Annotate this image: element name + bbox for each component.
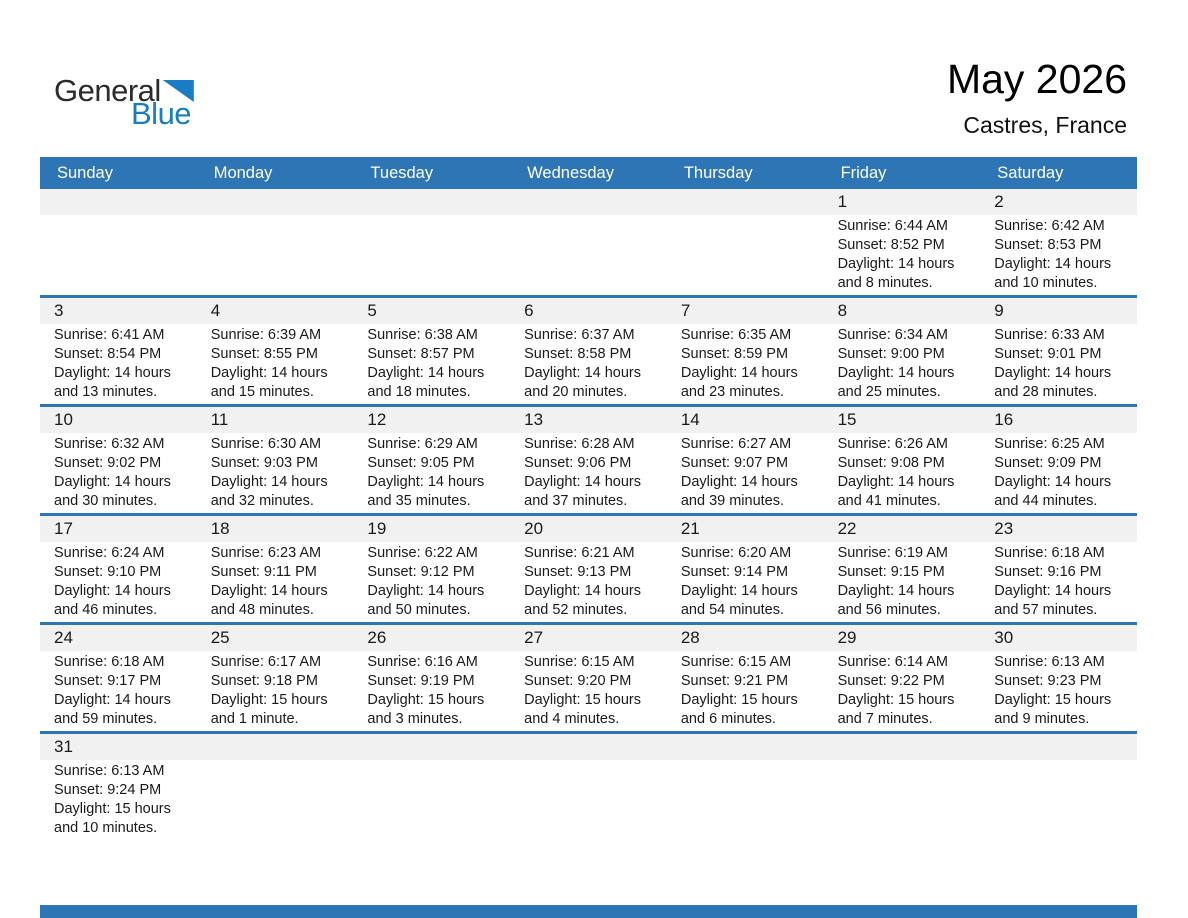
day-number: 24	[54, 628, 73, 647]
day-detail-line: and 10 minutes.	[54, 820, 158, 836]
weekday-header-friday: Friday	[840, 163, 887, 182]
empty-day-cell	[353, 760, 510, 840]
day-detail-line: Sunrise: 6:27 AM	[680, 436, 792, 452]
day-detail-line: and 41 minutes.	[837, 493, 941, 509]
day-detail-line: Daylight: 14 hours	[837, 474, 955, 490]
day-detail-line: Sunrise: 6:15 AM	[680, 654, 792, 670]
weeks	[40, 189, 1137, 840]
day-detail-line: Daylight: 15 hours	[837, 692, 955, 708]
day-detail-line: Sunset: 9:20 PM	[524, 673, 632, 689]
empty-day-number-cell	[667, 189, 824, 215]
location-subtitle: Castres, France	[963, 112, 1127, 138]
empty-day-number-cell	[510, 189, 667, 215]
day-number: 18	[210, 519, 230, 538]
week-row	[40, 404, 1137, 513]
day-detail-line: and 39 minutes.	[680, 493, 785, 509]
day-number: 31	[54, 737, 73, 756]
logo-word-blue: Blue	[131, 96, 192, 131]
day-detail-line: Sunrise: 6:23 AM	[210, 545, 322, 561]
empty-day-number-cell	[353, 734, 510, 760]
day-detail-line: Sunset: 9:09 PM	[994, 455, 1102, 471]
day-cell-details	[40, 760, 197, 840]
weekday-header-tuesday: Tuesday	[370, 163, 434, 182]
empty-day-number-cell	[667, 734, 824, 760]
day-cell-details	[40, 324, 197, 404]
day-detail-line: Sunrise: 6:26 AM	[837, 436, 948, 452]
day-cell-details	[197, 542, 354, 622]
day-detail-line: Sunrise: 6:19 AM	[837, 545, 948, 561]
empty-day-cell	[353, 215, 510, 295]
day-detail-line: Sunset: 8:57 PM	[367, 346, 475, 362]
day-detail-line: Sunrise: 6:42 AM	[994, 218, 1105, 234]
day-cell-details	[980, 433, 1137, 513]
day-number: 27	[524, 628, 544, 647]
day-detail-line: Sunset: 8:53 PM	[994, 237, 1102, 253]
day-number: 20	[524, 519, 544, 538]
day-number: 22	[837, 519, 857, 538]
day-number: 21	[680, 519, 700, 538]
day-detail-line: and 46 minutes.	[54, 602, 158, 618]
day-detail-line: Daylight: 14 hours	[994, 583, 1112, 599]
day-detail-line: and 3 minutes.	[367, 711, 463, 727]
day-detail-line: and 4 minutes.	[524, 711, 620, 727]
day-number: 17	[54, 519, 73, 538]
week-body	[40, 324, 1137, 404]
day-number: 10	[54, 410, 73, 429]
day-detail-line: Sunrise: 6:37 AM	[524, 327, 635, 343]
day-detail-line: and 30 minutes.	[54, 493, 158, 509]
day-number: 11	[210, 410, 229, 429]
empty-day-cell	[667, 760, 824, 840]
day-detail-line: Sunrise: 6:32 AM	[54, 436, 165, 452]
empty-day-number-cell	[197, 734, 354, 760]
week-body	[40, 760, 1137, 840]
day-detail-line: Daylight: 14 hours	[680, 474, 798, 490]
day-detail-line: Daylight: 15 hours	[210, 692, 328, 708]
day-number: 23	[994, 519, 1014, 538]
day-detail-line: Sunrise: 6:20 AM	[680, 545, 792, 561]
weekday-header-row	[40, 157, 1137, 189]
day-number: 6	[524, 301, 534, 320]
day-detail-line: Sunrise: 6:28 AM	[524, 436, 635, 452]
day-detail-line: Sunset: 9:16 PM	[994, 564, 1102, 580]
day-number: 30	[994, 628, 1014, 647]
weekday-header-sunday: Sunday	[57, 163, 113, 182]
day-detail-line: Sunset: 9:21 PM	[680, 673, 789, 689]
week-row	[40, 513, 1137, 622]
day-detail-line: Sunset: 8:59 PM	[680, 346, 789, 362]
day-number-band	[40, 189, 1137, 215]
day-detail-line: and 52 minutes.	[524, 602, 628, 618]
day-detail-line: Sunrise: 6:39 AM	[210, 327, 322, 343]
day-detail-line: Sunset: 9:12 PM	[367, 564, 475, 580]
week-row	[40, 295, 1137, 404]
day-number: 2	[994, 192, 1004, 211]
day-cell-details	[667, 324, 824, 404]
day-detail-line: Sunset: 9:23 PM	[994, 673, 1102, 689]
day-cell-details	[980, 324, 1137, 404]
day-cell-details	[980, 542, 1137, 622]
day-detail-line: Sunrise: 6:14 AM	[837, 654, 948, 670]
day-detail-line: and 1 minute.	[210, 711, 299, 727]
day-detail-line: Daylight: 15 hours	[680, 692, 798, 708]
day-number: 7	[680, 301, 691, 320]
day-detail-line: Sunset: 9:15 PM	[837, 564, 945, 580]
day-number-band	[40, 625, 1137, 651]
day-detail-line: Sunset: 9:06 PM	[524, 455, 632, 471]
day-detail-line: Sunset: 9:00 PM	[837, 346, 945, 362]
empty-day-cell	[667, 215, 824, 295]
day-detail-line: and 44 minutes.	[994, 493, 1098, 509]
day-detail-line: and 25 minutes.	[837, 384, 941, 400]
day-number: 13	[524, 410, 544, 429]
day-detail-line: and 6 minutes.	[680, 711, 776, 727]
day-cell-details	[353, 324, 510, 404]
day-detail-line: Daylight: 14 hours	[367, 474, 485, 490]
day-detail-line: Sunset: 9:02 PM	[54, 455, 162, 471]
empty-day-cell	[980, 760, 1137, 840]
week-body	[40, 651, 1137, 731]
day-number: 5	[367, 301, 377, 320]
day-cell-details	[353, 433, 510, 513]
day-detail-line: Sunset: 9:10 PM	[54, 564, 162, 580]
day-detail-line: Sunset: 9:11 PM	[210, 564, 317, 580]
page-title: May 2026	[946, 56, 1127, 102]
day-detail-line: Sunrise: 6:15 AM	[524, 654, 635, 670]
day-cell-details	[353, 651, 510, 731]
empty-day-number-cell	[40, 189, 197, 215]
week-row	[40, 189, 1137, 295]
day-detail-line: Sunset: 9:22 PM	[837, 673, 945, 689]
day-detail-line: and 54 minutes.	[680, 602, 785, 618]
day-cell-details	[197, 433, 354, 513]
day-detail-line: Sunrise: 6:24 AM	[54, 545, 165, 561]
day-detail-line: Daylight: 14 hours	[210, 583, 328, 599]
day-detail-line: and 32 minutes.	[210, 493, 314, 509]
day-number: 19	[367, 519, 387, 538]
day-detail-line: Daylight: 14 hours	[994, 365, 1112, 381]
day-detail-line: Sunrise: 6:16 AM	[367, 654, 478, 670]
day-detail-line: Sunset: 9:19 PM	[367, 673, 475, 689]
day-detail-line: Daylight: 14 hours	[54, 365, 171, 381]
day-detail-line: Sunset: 9:01 PM	[994, 346, 1102, 362]
day-detail-line: Sunrise: 6:35 AM	[680, 327, 792, 343]
weekday-header-thursday: Thursday	[683, 163, 753, 182]
footer-accent-bar	[40, 905, 1137, 918]
day-detail-line: Sunset: 9:05 PM	[367, 455, 475, 471]
day-number: 15	[837, 410, 857, 429]
day-cell-details	[824, 433, 981, 513]
day-detail-line: Sunrise: 6:38 AM	[367, 327, 478, 343]
day-detail-line: Daylight: 14 hours	[54, 474, 171, 490]
day-detail-line: Sunset: 8:58 PM	[524, 346, 632, 362]
day-detail-line: Sunrise: 6:18 AM	[994, 545, 1105, 561]
day-detail-line: and 57 minutes.	[994, 602, 1098, 618]
title-block	[947, 57, 1127, 139]
day-number-band	[40, 407, 1137, 433]
day-detail-line: Sunrise: 6:22 AM	[367, 545, 478, 561]
day-detail-line: Daylight: 14 hours	[837, 256, 955, 272]
empty-day-number-cell	[510, 734, 667, 760]
day-cell-details	[40, 433, 197, 513]
day-detail-line: Sunset: 9:17 PM	[54, 673, 162, 689]
day-detail-line: Sunrise: 6:13 AM	[54, 763, 165, 779]
day-detail-line: Daylight: 14 hours	[524, 583, 642, 599]
week-row	[40, 622, 1137, 731]
day-detail-line: Sunset: 8:52 PM	[837, 237, 945, 253]
day-detail-line: Daylight: 14 hours	[837, 365, 955, 381]
day-detail-line: and 13 minutes.	[54, 384, 158, 400]
day-cell-details	[353, 542, 510, 622]
day-detail-line: Sunrise: 6:18 AM	[54, 654, 165, 670]
day-detail-line: Sunset: 9:24 PM	[54, 782, 162, 798]
day-detail-line: and 8 minutes.	[837, 275, 933, 291]
day-cell-details	[197, 324, 354, 404]
day-detail-line: and 10 minutes.	[994, 275, 1098, 291]
day-cell-details	[40, 651, 197, 731]
day-cell-details	[667, 542, 824, 622]
day-cell-details	[510, 324, 667, 404]
day-detail-line: and 37 minutes.	[524, 493, 628, 509]
day-detail-line: Daylight: 14 hours	[210, 474, 328, 490]
day-number: 3	[54, 301, 64, 320]
day-detail-line: Sunrise: 6:44 AM	[837, 218, 948, 234]
day-detail-line: and 59 minutes.	[54, 711, 158, 727]
day-number: 8	[837, 301, 848, 320]
day-detail-line: Sunset: 9:14 PM	[680, 564, 789, 580]
day-detail-line: Sunrise: 6:29 AM	[367, 436, 478, 452]
day-number-band	[40, 516, 1137, 542]
day-detail-line: Daylight: 14 hours	[994, 474, 1112, 490]
day-detail-line: and 28 minutes.	[994, 384, 1098, 400]
day-detail-line: Daylight: 14 hours	[837, 583, 955, 599]
empty-day-cell	[40, 215, 197, 295]
day-cell-details	[824, 215, 981, 295]
day-detail-line: Daylight: 14 hours	[524, 474, 642, 490]
empty-day-cell	[510, 760, 667, 840]
empty-day-cell	[510, 215, 667, 295]
day-detail-line: Daylight: 14 hours	[54, 692, 171, 708]
weekday-header-monday: Monday	[213, 163, 273, 182]
day-detail-line: Sunrise: 6:41 AM	[54, 327, 165, 343]
weekday-header-wednesday: Wednesday	[527, 163, 614, 182]
day-cell-details	[824, 324, 981, 404]
day-detail-line: and 15 minutes.	[210, 384, 314, 400]
day-number: 9	[994, 301, 1004, 320]
weekday-header-saturday: Saturday	[997, 163, 1064, 182]
day-number: 4	[210, 301, 221, 320]
day-detail-line: and 56 minutes.	[837, 602, 941, 618]
week-body	[40, 215, 1137, 295]
day-detail-line: Daylight: 14 hours	[367, 365, 485, 381]
week-body	[40, 433, 1137, 513]
day-detail-line: and 20 minutes.	[524, 384, 628, 400]
day-number: 14	[680, 410, 700, 429]
day-detail-line: Sunrise: 6:21 AM	[524, 545, 635, 561]
empty-day-cell	[824, 760, 981, 840]
day-number: 25	[210, 628, 230, 647]
day-detail-line: and 7 minutes.	[837, 711, 933, 727]
day-detail-line: Daylight: 15 hours	[54, 801, 171, 817]
day-detail-line: Daylight: 15 hours	[367, 692, 485, 708]
day-cell-details	[510, 651, 667, 731]
week-body	[40, 542, 1137, 622]
day-detail-line: and 50 minutes.	[367, 602, 471, 618]
day-detail-line: Daylight: 14 hours	[524, 365, 642, 381]
day-detail-line: and 35 minutes.	[367, 493, 471, 509]
calendar-table	[40, 157, 1137, 840]
day-detail-line: Sunset: 9:13 PM	[524, 564, 632, 580]
day-detail-line: Sunrise: 6:30 AM	[210, 436, 322, 452]
day-detail-line: Sunset: 8:54 PM	[54, 346, 162, 362]
day-detail-line: Sunset: 9:07 PM	[680, 455, 789, 471]
day-cell-details	[824, 542, 981, 622]
day-number-band	[40, 734, 1137, 760]
day-detail-line: Daylight: 15 hours	[994, 692, 1112, 708]
day-detail-line: Sunset: 9:03 PM	[210, 455, 318, 471]
day-detail-line: Daylight: 14 hours	[994, 256, 1112, 272]
day-detail-line: Daylight: 14 hours	[680, 583, 798, 599]
day-number: 28	[680, 628, 700, 647]
day-detail-line: Daylight: 14 hours	[367, 583, 485, 599]
day-detail-line: Sunrise: 6:13 AM	[994, 654, 1105, 670]
empty-day-number-cell	[197, 189, 354, 215]
day-detail-line: and 18 minutes.	[367, 384, 471, 400]
empty-day-number-cell	[980, 734, 1137, 760]
empty-day-number-cell	[824, 734, 981, 760]
day-cell-details	[980, 215, 1137, 295]
day-detail-line: Sunset: 9:18 PM	[210, 673, 318, 689]
empty-day-number-cell	[353, 189, 510, 215]
day-cell-details	[980, 651, 1137, 731]
general-blue-logo[interactable]	[54, 73, 194, 131]
empty-day-cell	[197, 215, 354, 295]
day-number-band	[40, 298, 1137, 324]
day-number: 29	[837, 628, 857, 647]
day-cell-details	[40, 542, 197, 622]
day-cell-details	[510, 542, 667, 622]
day-detail-line: Sunset: 8:55 PM	[210, 346, 318, 362]
day-cell-details	[510, 433, 667, 513]
day-detail-line: Sunrise: 6:17 AM	[210, 654, 322, 670]
day-detail-line: and 48 minutes.	[210, 602, 314, 618]
day-detail-line: Sunrise: 6:34 AM	[837, 327, 948, 343]
day-cell-details	[197, 651, 354, 731]
logo-word-general: General	[54, 73, 161, 108]
day-cell-details	[667, 433, 824, 513]
day-cell-details	[667, 651, 824, 731]
day-number: 26	[367, 628, 387, 647]
day-detail-line: Sunrise: 6:25 AM	[994, 436, 1105, 452]
day-detail-line: Daylight: 14 hours	[210, 365, 328, 381]
day-detail-line: and 9 minutes.	[994, 711, 1090, 727]
week-row	[40, 731, 1137, 840]
day-detail-line: Daylight: 14 hours	[54, 583, 171, 599]
day-cell-details	[824, 651, 981, 731]
day-detail-line: Daylight: 14 hours	[680, 365, 798, 381]
day-number: 16	[994, 410, 1014, 429]
day-number: 1	[837, 192, 848, 211]
day-detail-line: Sunset: 9:08 PM	[837, 455, 945, 471]
day-detail-line: Daylight: 15 hours	[524, 692, 642, 708]
day-detail-line: and 23 minutes.	[680, 384, 785, 400]
day-detail-line: Sunrise: 6:33 AM	[994, 327, 1105, 343]
empty-day-cell	[197, 760, 354, 840]
day-number: 12	[367, 410, 387, 429]
